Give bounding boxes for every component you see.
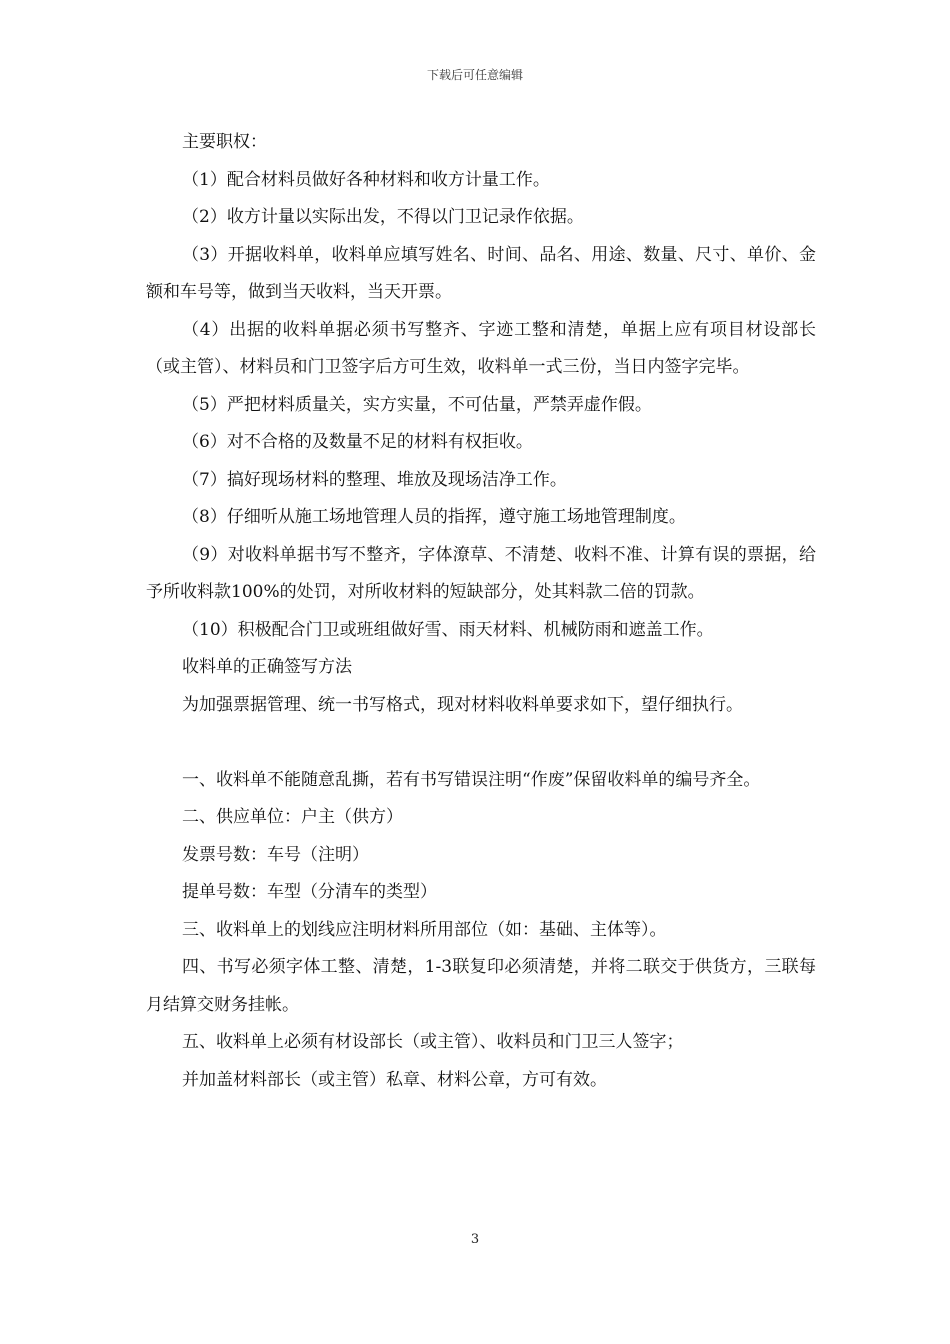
- duty-item-6: （6）对不合格的及数量不足的材料有权拒收。: [182, 432, 533, 452]
- page-number: 3: [470, 1232, 480, 1247]
- section-title-main-duties: 主要职权：: [182, 132, 267, 152]
- rule-2-invoice-number: 发票号数：车号（注明）: [182, 844, 369, 865]
- duty-item-4: （4）出据的收料单据必须书写整齐、字迹工整和清楚，单据上应有项目材设部长（或主管）、材料员和门卫签字后方可生效，收料单一式三份，当日内签字完毕。: [146, 319, 816, 377]
- duty-item-1: （1）配合材料员做好各种材料和收方计量工作。: [182, 169, 550, 190]
- rule-3: 三、收料单上的划线应注明材料所用部位（如：基础、主体等）。: [182, 919, 667, 940]
- section-title-receipt-method: 收料单的正确签写方法: [182, 657, 352, 677]
- page-header: 下载后可任意编辑: [426, 68, 523, 82]
- duty-item-10: （10）积极配合门卫或班组做好雪、雨天材料、机械防雨和遮盖工作。: [182, 619, 714, 640]
- rule-5-continuation: 并加盖材料部长（或主管）私章、材料公章，方可有效。: [182, 1069, 607, 1090]
- duty-item-7: （7）搞好现场材料的整理、堆放及现场洁净工作。: [182, 469, 567, 490]
- rule-2: 二、供应单位：户主（供方）: [182, 807, 403, 827]
- duty-item-3: （3）开据收料单，收料单应填写姓名、时间、品名、用途、数量、尺寸、单价、金额和车号等，做到当天收料，当天开票。: [146, 244, 816, 302]
- duty-item-8: （8）仔细听从施工场地管理人员的指挥，遵守施工场地管理制度。: [182, 507, 686, 527]
- duty-item-5: （5）严把材料质量关，实方实量，不可估量，严禁弄虚作假。: [182, 394, 652, 415]
- duty-item-9: （9）对收料单据书写不整齐，字体潦草、不清楚、收料不准、计算有误的票据，给予所收料款100%的处罚，对所收材料的短缺部分，处其料款二倍的罚款。: [146, 544, 816, 602]
- document-body: [146, 124, 816, 1099]
- rule-4: 四、书写必须字体工整、清楚，1-3联复印必须清楚，并将二联交于供货方，三联每月结算交财务挂帐。: [146, 957, 816, 1015]
- intro-paragraph: 为加强票据管理、统一书写格式，现对材料收料单要求如下，望仔细执行。: [182, 694, 743, 715]
- duty-item-2: （2）收方计量以实际出发，不得以门卫记录作依据。: [182, 207, 584, 227]
- rule-1: 一、收料单不能随意乱撕，若有书写错误注明“作废”保留收料单的编号齐全。: [182, 769, 761, 790]
- rule-2-bill-number: 提单号数：车型（分清车的类型）: [182, 882, 437, 902]
- rule-5: 五、收料单上必须有材设部长（或主管）、收料员和门卫三人签字；: [182, 1032, 684, 1052]
- blank-line: [146, 724, 816, 762]
